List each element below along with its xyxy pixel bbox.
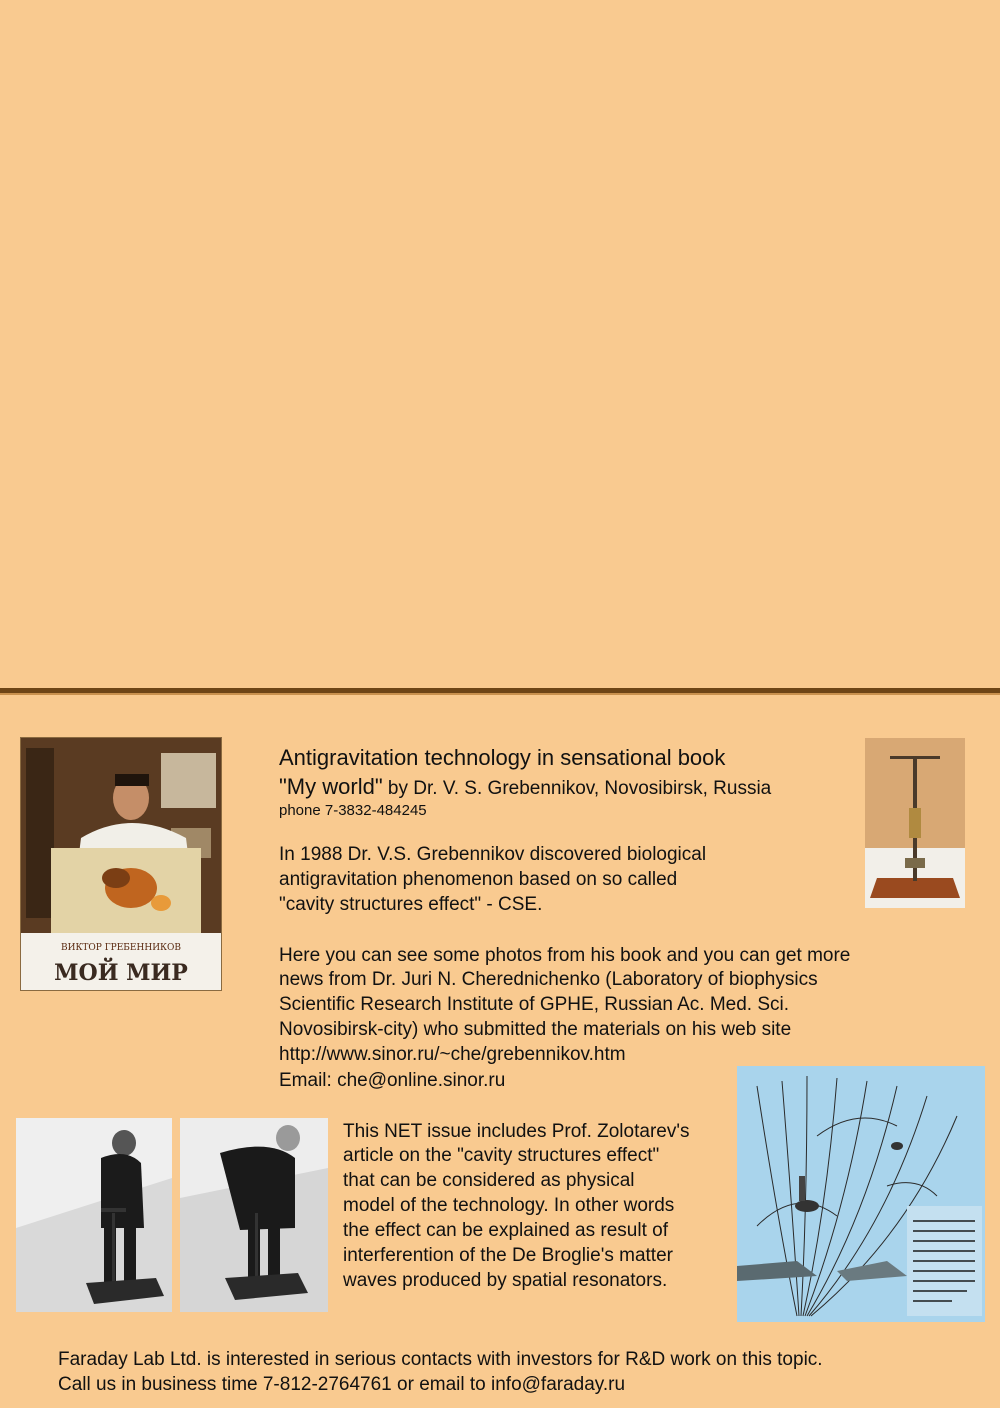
intro-line: "cavity structures effect" - CSE. xyxy=(279,894,543,915)
section-divider-highlight xyxy=(0,693,1000,695)
headline-book-line xyxy=(279,773,771,801)
book-cover-author: ВИКТОР ГРЕБЕННИКОВ xyxy=(61,943,181,953)
device-photo xyxy=(865,738,965,908)
scooter-photo-left xyxy=(16,1118,172,1312)
book-byline: by Dr. V. S. Grebennikov, Novosibirsk, Russia xyxy=(382,778,772,799)
net-issue-line: interferention of the De Broglie's matter xyxy=(343,1245,673,1266)
scooter-photo-right xyxy=(180,1118,328,1312)
footer-contact-line[interactable]: Call us in business time 7-812-2764761 or email to info@faraday.ru xyxy=(58,1374,626,1395)
book-cover-title: МОЙ МИР xyxy=(54,960,188,986)
net-issue-line: model of the technology. In other words xyxy=(343,1195,675,1216)
net-issue-line: This NET issue includes Prof. Zolotarev's xyxy=(343,1121,690,1142)
net-issue-line: article on the "cavity structures effect" xyxy=(343,1145,660,1166)
headline-title: Antigravitation technology in sensational book xyxy=(279,745,726,770)
website-link[interactable]: http://www.sinor.ru/~che/grebennikov.htm xyxy=(279,1044,626,1065)
antigravity-sketch xyxy=(737,1066,985,1322)
book-title: "My world" xyxy=(279,774,383,799)
intro-line: In 1988 Dr. V.S. Grebennikov discovered biological xyxy=(279,844,707,865)
net-issue-line: that can be considered as physical xyxy=(343,1170,635,1191)
intro-line: antigravitation phenomenon based on so called xyxy=(279,869,678,890)
details-line: Here you can see some photos from his book and you can get more xyxy=(279,945,851,966)
net-issue-line: waves produced by spatial resonators. xyxy=(343,1270,668,1291)
details-line: news from Dr. Juri N. Cherednichenko (Laboratory of biophysics xyxy=(279,969,818,990)
email-line[interactable]: Email: che@online.sinor.ru xyxy=(279,1070,506,1091)
headline-phone: phone 7-3832-484245 xyxy=(279,802,427,819)
details-line: Novosibirsk-city) who submitted the materials on his web site xyxy=(279,1019,792,1040)
footer-line: Faraday Lab Ltd. is interested in serious contacts with investors for R&D work on this topic. xyxy=(58,1349,823,1370)
details-line: Scientific Research Institute of GPHE, Russian Ac. Med. Sci. xyxy=(279,994,790,1015)
net-issue-line: the effect can be explained as result of xyxy=(343,1220,668,1241)
book-cover-photo xyxy=(20,737,222,991)
